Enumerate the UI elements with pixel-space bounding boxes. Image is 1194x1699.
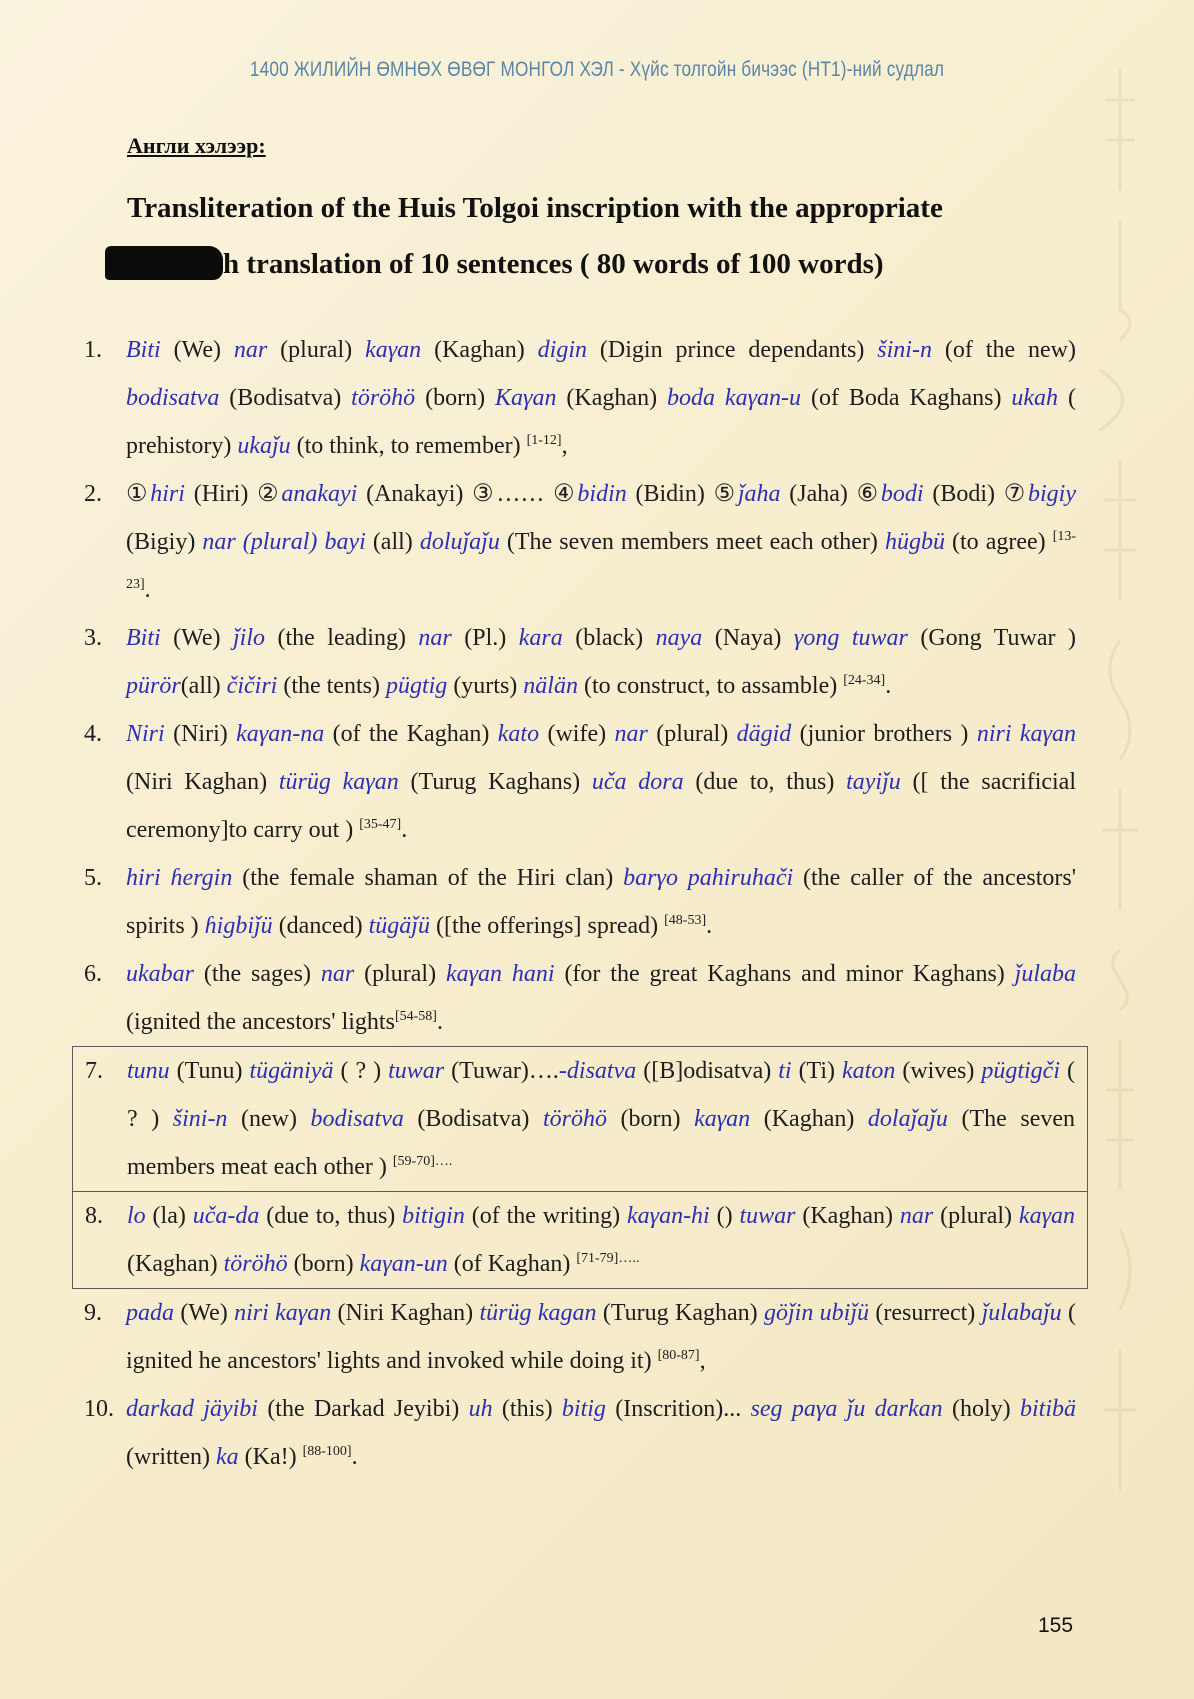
sentence-item xyxy=(84,1289,1076,1385)
sentence-text: darkad jäyibi (the Darkad Jeyibi) uh (this) bitig (Inscrition)... seg paγa ǰu darkan (holy) bitibä (written) ka (Ka!) [88-100]. xyxy=(126,1396,1077,1470)
sentence-text: Biti (We) nar (plural) kaγan (Kaghan) digin (Digin prince dependants) šini-n (of the new) bodisatva (Bodisatva) töröhö (born) Kaγan (Kaghan) boda kaγan-u (of Boda Kaghans) ukah ( prehistory) ukaǰu (to think, to remember) [1-12], xyxy=(126,337,1077,459)
sentence-item xyxy=(84,710,1076,854)
title-line-2 xyxy=(127,246,1077,281)
sentence-item xyxy=(84,326,1076,470)
sentence-text: ①hiri (Hiri) ②anakayi (Anakayi) ③…… ④bidin (Bidin) ⑤ǰaha (Jaha) ⑥bodi (Bodi) ⑦bigiy (Bigiy) nar (plural) bayi (all) doluǰaǰu (The seven members meet each other) hügbü (to agree) [13-23]. xyxy=(126,481,1077,603)
sentence-number: 1. xyxy=(84,337,102,363)
sentence-text: hiri ɦergin (the female shaman of the Hiri clan) barγo pahiruhači (the caller of the ancestors' spirits ) ɦigbiǰü (danced) tügäǰü ([the offerings] spread) [48-53]. xyxy=(126,865,1077,939)
running-header: 1400 ЖИЛИЙН ӨМНӨХ ӨВӨГ МОНГОЛ ХЭЛ - Хүйс толгойн бичээс (НТ1)-ний судлал xyxy=(249,58,945,81)
sentence-item xyxy=(84,614,1076,710)
sentence-number: 10. xyxy=(84,1396,114,1422)
sentence-number: 6. xyxy=(84,961,102,987)
sentence-text: pada (We) niri kaγan (Niri Kaghan) türüg kagan (Turug Kaghan) göǰin ubiǰü (resurrect) ǰulabaǰu ( ignited he ancestors' lights and invoked while doing it) [80-87], xyxy=(126,1300,1076,1374)
title-line-2-text: h translation of 10 sentences ( 80 words of 100 words) xyxy=(223,248,884,280)
sentence-text: ukabar (the sages) nar (plural) kaγan hani (for the great Kaghans and minor Kaghans) ǰulaba (ignited the ancestors' lights[54-58]. xyxy=(126,961,1077,1035)
title-line-1: Transliteration of the Huis Tolgoi inscription with the appropriate xyxy=(127,192,943,224)
section-subheading: Англи хэлээр: xyxy=(127,133,266,158)
background-ornament xyxy=(1060,30,1180,1630)
sentence-list xyxy=(84,326,1076,1481)
sentence-item xyxy=(84,854,1076,950)
sentence-number: 3. xyxy=(84,625,102,651)
redaction-mark xyxy=(105,246,223,280)
sentence-text: tunu (Tunu) tügäniyä ( ? ) tuwar (Tuwar)….-disatva ([B]odisatva) ti (Ti) katon (wives) pügtigči ( ? ) šini-n (new) bodisatva (Bodisatva) töröhö (born) kaγan (Kaghan) dolaǰaǰu (The seven members meat each other ) $^{[59-70]\dots.}$ xyxy=(127,1058,1076,1180)
sentence-item xyxy=(72,1046,1088,1192)
page-number: 155 xyxy=(1038,1614,1074,1637)
sentence-item xyxy=(84,470,1076,614)
sentence-number: 4. xyxy=(84,721,102,747)
sentence-text: Niri (Niri) kaγan-na (of the Kaghan) kato (wife) nar (plural) dägid (junior brothers ) niri kaγan (Niri Kaghan) türüg kaγan (Turug Kaghans) uča dora (due to, thus) tayiǰu ([ the sacrificial ceremony]to carry out ) [35-47]. xyxy=(126,721,1077,843)
sentence-text: Biti (We) ǰilo (the leading) nar (Pl.) kara (black) naya (Naya) γong tuwar (Gong Tuwar ) pürör(all) čičiri (the tents) pügtig (yurts) nälän (to construct, to assamble) [24-34]. xyxy=(126,625,1076,699)
sentence-number: 5. xyxy=(84,865,102,891)
sentence-text: lo (la) uča-da (due to, thus) bitigin (of the writing) kaγan-hi () tuwar (Kaghan) nar (plural) kaγan (Kaghan) töröhö (born) kaγan-un (of Kaghan) $^{[71-79]\dots..}$ xyxy=(127,1203,1076,1277)
sentence-item xyxy=(84,1385,1076,1481)
sentence-item xyxy=(72,1192,1088,1289)
sentence-number: 7. xyxy=(85,1058,103,1084)
sentence-number: 9. xyxy=(84,1300,102,1326)
sentence-number: 8. xyxy=(85,1203,103,1229)
sentence-item xyxy=(84,950,1076,1046)
sentence-number: 2. xyxy=(84,481,102,507)
